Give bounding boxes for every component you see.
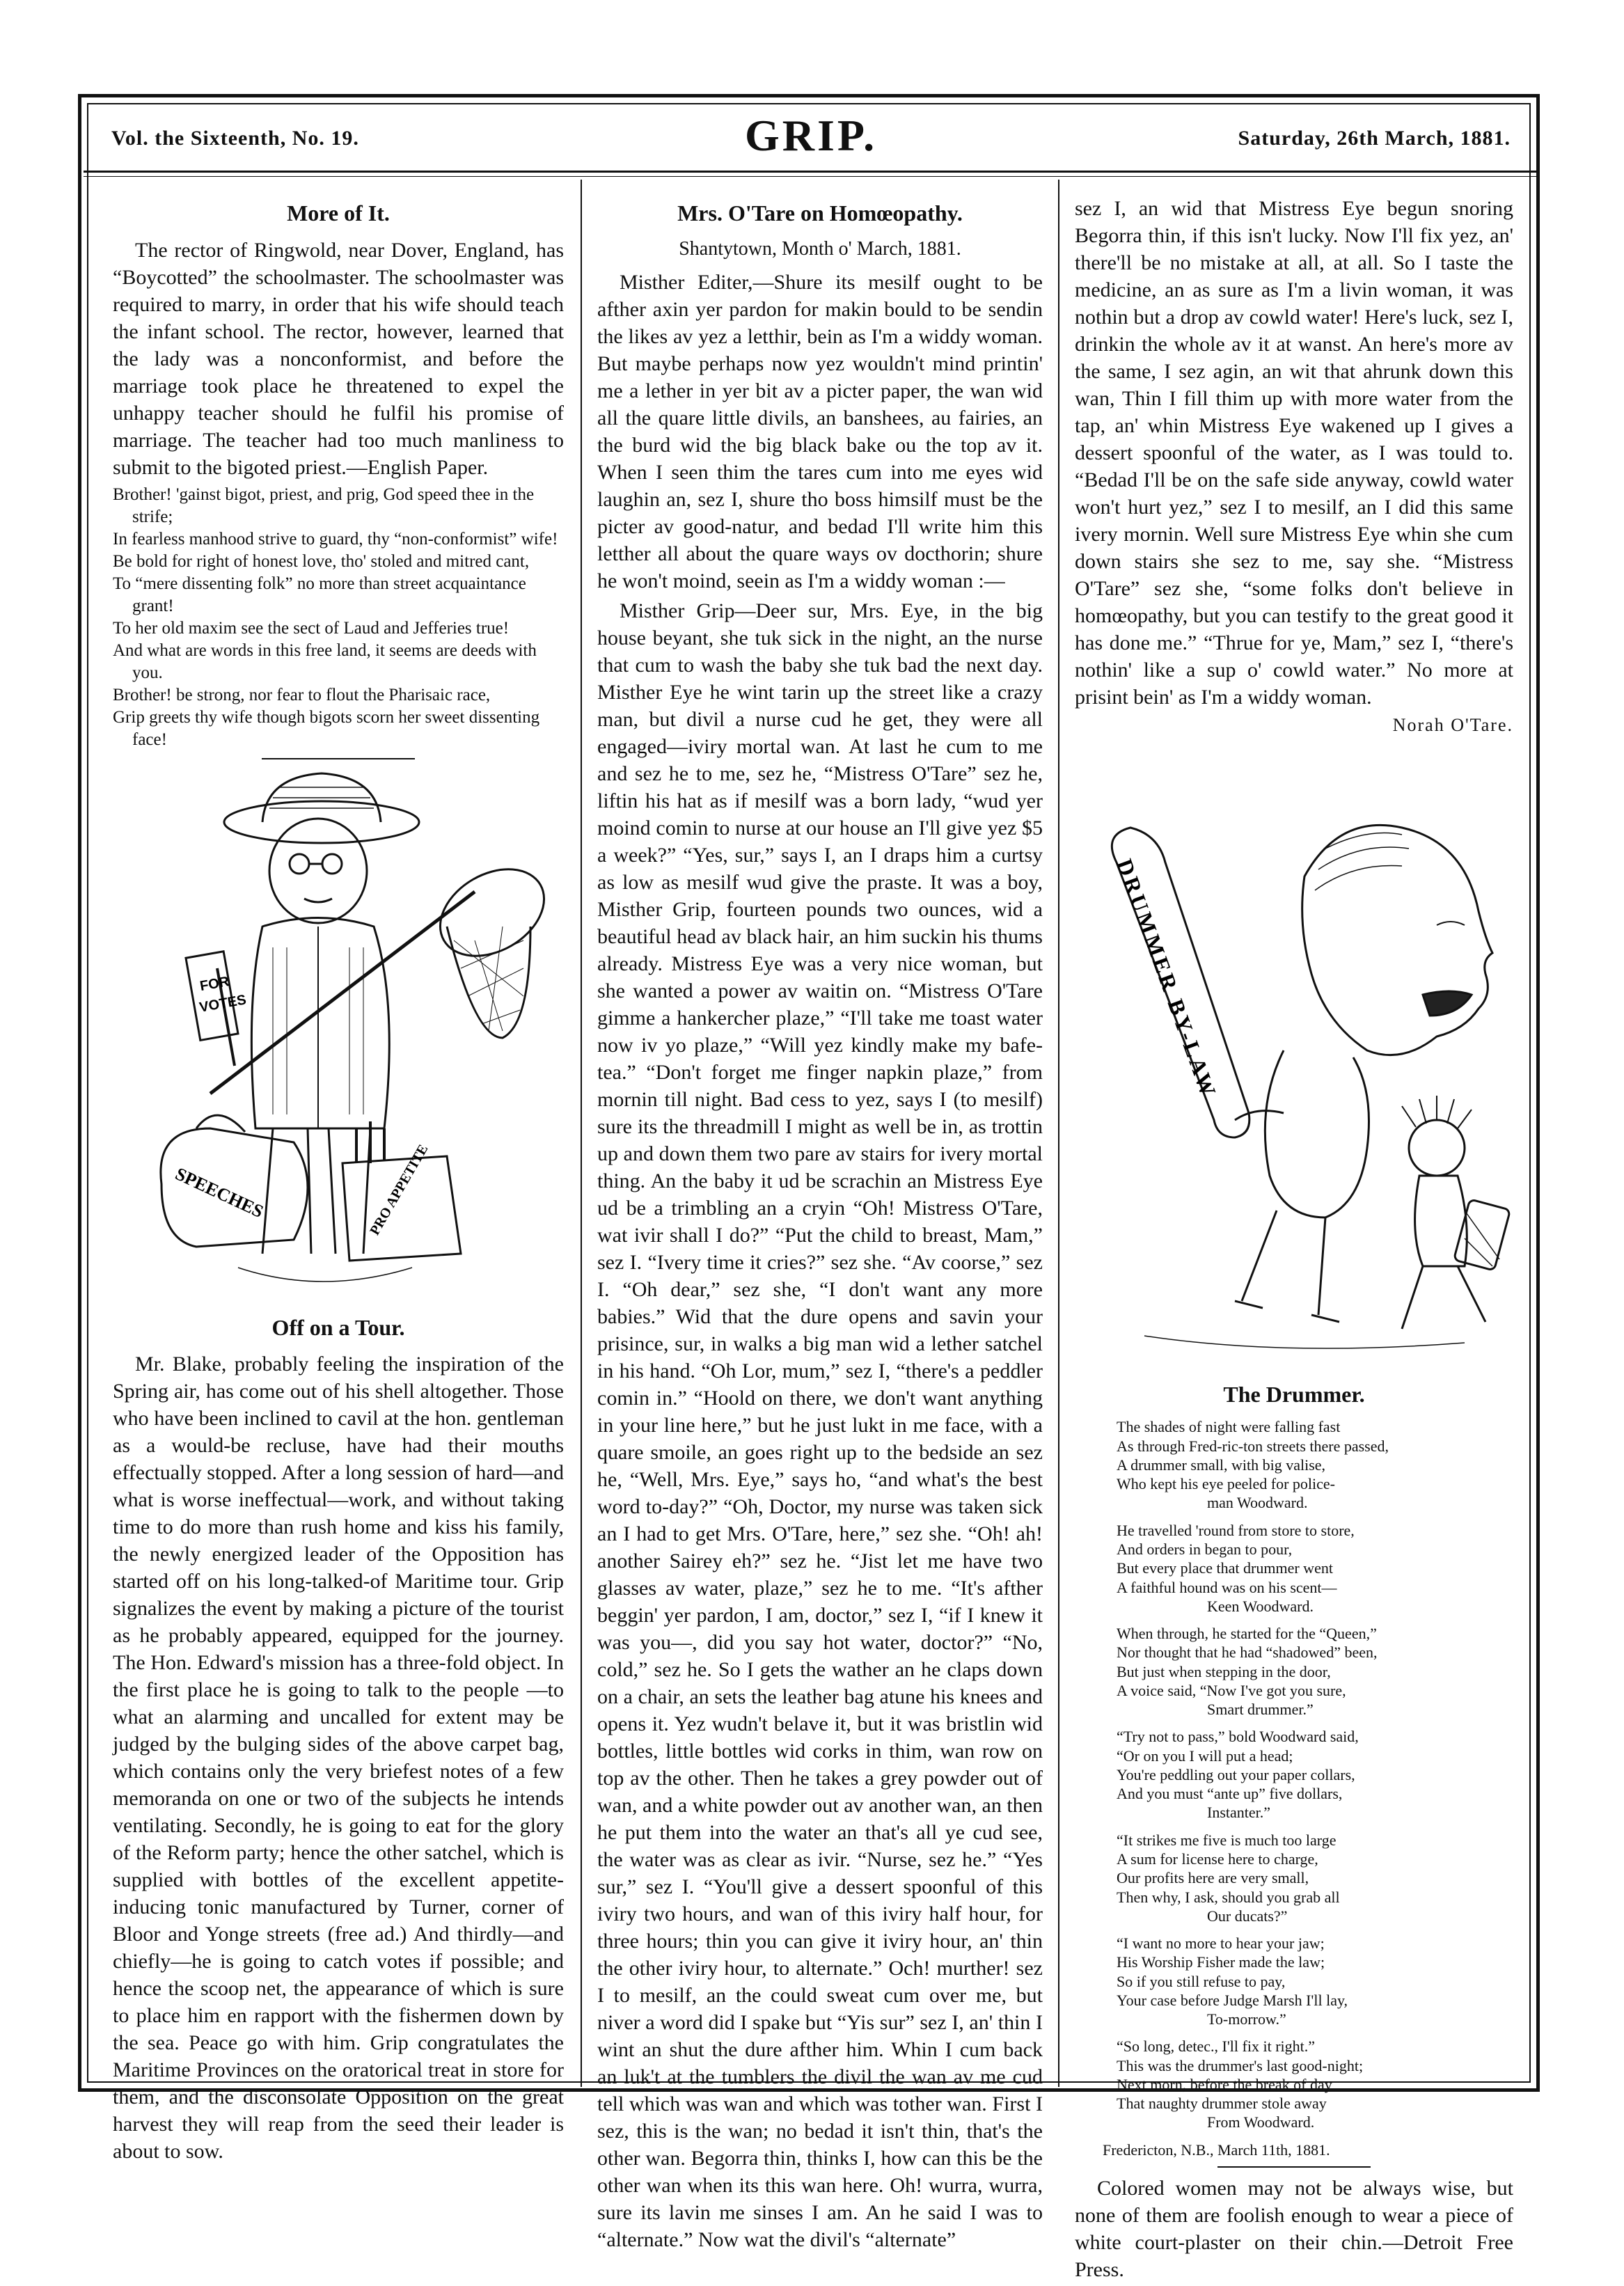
poem-line: Your case before Judge Marsh I'll lay,: [1117, 1991, 1348, 2009]
poem-line: And what are words in this free land, it seems are deeds with you.: [113, 640, 537, 682]
arms: [1235, 1110, 1284, 1119]
hat-brim: [224, 801, 419, 843]
poem-line: That naughty drummer stole away: [1117, 2095, 1327, 2113]
poem-line: Our ducats?”: [1207, 1907, 1288, 1925]
poem-line: The shades of night were falling fast: [1117, 1418, 1341, 1436]
poem-line: But just when stepping in the door,: [1117, 1662, 1331, 1680]
coat: [251, 917, 389, 1128]
sign-label-votes: VOTES: [198, 991, 248, 1016]
separator: [1217, 2166, 1371, 2168]
poem-stanza: [1117, 1934, 1513, 2028]
poem-line: To “mere dissenting folk” no more than street acquaintance grant!: [113, 574, 526, 615]
article-body-more-of-it: The rector of Ringwold, near Dover, England, has “Boycotted” the schoolmaster. The schoolmaster was required to marry, in order that his wife should teach the infant school. The rector, however, learned that the lady was a nonconformist, and before the marriage took place he threatened to expel the unhappy teacher should he fulfil his promise of marriage. The teacher had too much manliness to submit to the bigoted priest.—English Paper.: [113, 238, 564, 479]
spectacles-right: [322, 854, 342, 874]
poem-line: A sum for license here to charge,: [1117, 1850, 1318, 1868]
poem-stanza: [1117, 1624, 1513, 1719]
cartoon-blake-tour: [113, 766, 564, 1309]
poem-stanza: [1117, 1727, 1513, 1822]
newspaper-title: GRIP.: [744, 111, 878, 160]
poem-line: “It strikes me five is much too large: [1117, 1831, 1337, 1849]
poem-line: So if you still refuse to pay,: [1117, 1972, 1286, 1990]
poem-line: Grip greets thy wife though bigots scorn her sweet dissenting face!: [113, 707, 540, 749]
drummer-legs: [1402, 1266, 1485, 1329]
poem-drummer: [1103, 1417, 1513, 2159]
poem-line: A faithful hound was on his scent—: [1117, 1578, 1337, 1596]
poem-line: From Woodward.: [1207, 2113, 1315, 2131]
sign-label-for: FOR: [198, 973, 230, 994]
poem-line: As through Fred-ric-ton streets there passed,: [1117, 1437, 1389, 1455]
poem-stanza: [1117, 2037, 1513, 2131]
poem-line: To-morrow.”: [1207, 2010, 1286, 2028]
article-title-mrs-otare: Mrs. O'Tare on Homœopathy.: [677, 200, 963, 226]
article-body-off-on-a-tour: Mr. Blake, probably feeling the inspiration of the Spring air, has come out of his shell altogether. Those who have been inclined to cavil at the hon. gentleman as a would-be recluse, have had their mouths effectually stopped. After a long session of hard—and what is worse ineffectual—work, and without taking time to do more than rush home and kiss his family, the newly energized leader of the Opposition has started off on his long-talked-of Maritime tour. Grip signalizes the event by making a picture of the tourist as he probably appeared, equipped for the journey. The Hon. Edward's mission has a three-fold object. In the first place he is going to talk to the people —to what an alarming and uncalled for extent may be judged by the bulging sides of the above carpet bag, which contains only the very briefest notes of a few memoranda on one or two of the subjects he intends ventilating. Secondly, he is going to eat for the glory of the Reform party; hence the other satchel, which is supplied with bottles of the excellent appetite-inducing tonic manufactured by Turner, corner of Bloor and Yonge streets (free ad.) And thirdly—and chiefly—he is going to catch votes if possible; and hence the scoop net, the appearance of which is sure to place him en rapport with the fishermen down by the sea. Peace go with him. Grip congratulates the Maritime Provinces on the oratorical treat in store for them, and the disconsolate Opposition on the great harvest they will reap from the seed their leader is about to sow.: [113, 1353, 564, 2163]
head: [269, 819, 367, 923]
poem-line: Smart drummer.”: [1207, 1701, 1314, 1719]
poem-brother: [113, 484, 564, 751]
article-signature: Norah O'Tare.: [1392, 715, 1513, 735]
poem-stanza: [1117, 1831, 1513, 1925]
poem-line: Next morn, before the break of day: [1117, 2075, 1332, 2093]
carpet-bag-speeches: [161, 1128, 308, 1247]
poem-line: But every place that drummer went: [1117, 1559, 1333, 1577]
magistrate-body: [1265, 1050, 1369, 1217]
poem-line: “So long, detec., I'll fix it right.”: [1117, 2037, 1316, 2056]
poem-line: And you must “ante up” five dollars,: [1117, 1785, 1343, 1803]
masthead-rule: [84, 171, 1540, 173]
bag-label: SPEECHES: [172, 1163, 267, 1222]
poem-line: To her old maxim see the sect of Laud and Jefferies true!: [113, 618, 510, 638]
article-title-more-of-it: More of It.: [287, 200, 390, 226]
poem-line: In fearless manhood strive to guard, thy “non-conformist” wife!: [113, 529, 558, 549]
poem-line: Keen Woodward.: [1207, 1597, 1314, 1615]
poem-dateline: Fredericton, N.B., March 11th, 1881.: [1103, 2141, 1330, 2159]
poem-line: man Woodward.: [1207, 1494, 1308, 1512]
club-label: DRUMMER BY-LAW: [1112, 855, 1222, 1102]
legs: [262, 1128, 370, 1254]
spectacles-left: [290, 854, 309, 874]
moustache: [1423, 991, 1472, 1016]
column-rule-2: [1058, 180, 1059, 2087]
poem-line: You're peddling out your paper collars,: [1117, 1765, 1355, 1783]
satchel-label: PRO APPETITE: [367, 1142, 432, 1238]
poem-line: Instanter.”: [1207, 1804, 1271, 1822]
poem-line: And orders in began to pour,: [1117, 1540, 1293, 1558]
column-3: [1075, 195, 1513, 2286]
article-paragraph: Misther Grip—Deer sur, Mrs. Eye, in the big house beyant, she tuk sick in the night, an the nurse that cum to wash the baby she tuk bad the next day. Misther Eye he wint tarin up the street like a crazy man, but divil a nurse cud he get, they were all engaged—iviry mortal wan. At last he cum to me and sez he to me, sez he, “Mistress O'Tare” sez he, liftin his hat as if mesilf was a born lady, “wud yer moind comin to nurse at our house an I'll give yez $5 a week?” “Yes, sur,” says I, an I draps him a curtsy as low as mesilf wud give the praste. It was a boy, Misther Grip, fourteen pounds two ounces, wid a beautiful head av black hair, an him suckin his thums already. Mistress Eye was a very nice woman, but she wanted a power av waitin on. “Mistress O'Tare gimme a hankercher plaze,” “I'll take me toast water now iv yo plaze,” “Will yez kindly make my bafe-tea.” “Don't forget me finger napkin plaze,” from mornin till night. Bad cess to yez, says I (to mesilf) sure its the threadmill I might as well be in, as trottin up and down them two pare av stairs for ivery mortal thing. An the baby it ud be scrachin an Mistress Eye ud be a trimbling an a cryin “Oh! Mistress O'Tare, wat ivir shall I do?” “Put the child to breast, Mam,” sez I. “Ivery time it cries?” sez she. “Av coorse,” sez I. “Oh dear,” sez she, “I don't want any more babies.” Wid that the dure opens and savin your prisince, sur, in walks a big man wid a lether satchel in his hand. “Oh Lor, mum,” sez I, “there's a peddler comin in.” “Hoold on there, we don't want anything in your line here,” but he just lukt in me face, with a quare smoile, an goes right up to the bedside an sez he, “Well, Mrs. Eye,” says ho, “and what's the best word to-day?” “Oh, Doctor, my nurse was taken sick an I had to get Mrs. O'Tare, here,” sez she. “Oh! ah! another Sairey eh?” sez he. “Jist let me have two glasses av water, plaze,” sez he to me. “It's afther beggin' yer pardon, I am, doctor,” sez I, “if I knew it was you—, did you say hot water, doctor?” “No, cold,” sez he. So I gets the wather an he claps down on a chair, an sets the leather bag atune his knees and opens it. Yez wudn't belave it, but it was bristlin wid bottles, little bottles wid corks in thim, wan row on top av the other. Then he takes a grey powder out of wan, and a white powder out av another wan, an then he put them into the water an that's all ye cud see, the water was as clear as ivir. “Nurse, sez he.” “Yes sur,” sez I. “You'll give a dessert spoonful of this iviry two hours, and wan of this iviry half hour, for three hours; thin you can give it iviry hour, an' thin the other iviry hour, to alternate.” Och! murther! sez I to mesilf, an the could sweat cum over me, but niver a word did I spake but “Yis sur” sez I, an' thin I wint an shut the dure afther him. Whin I cum back an luk't at the tumblers the divil the wan av me cud tell which was wan and which was tother wan. First I sez, this is the wan; no bedad it isn't thin, that's the other wan. Begorra thin, thinks I, how can this be the other wan when its this wan here. Oh! wurra, wurra, sure its lavin me sinses I am. An he said I was to “alternate.” Now wat the divil's “alternate”: [597, 599, 1043, 2251]
cartoon-drummer: [1075, 786, 1513, 1371]
poem-stanza: [1117, 1417, 1513, 1512]
poem-stanza: [1117, 1521, 1513, 1616]
poem-line: A voice said, “Now I've got you sure,: [1117, 1681, 1346, 1699]
drummer-head: [1409, 1120, 1465, 1176]
masthead-rule-thin: [84, 176, 1540, 177]
magistrate-legs: [1235, 1211, 1339, 1322]
masthead: [84, 104, 1538, 167]
issue-date: Saturday, 26th March, 1881.: [1238, 127, 1511, 150]
poem-line: Nor thought that he had “shadowed” been,: [1117, 1643, 1378, 1662]
poem-line: His Worship Fisher made the law;: [1117, 1953, 1325, 1971]
separator: [262, 758, 415, 759]
poem-line: Our profits here are very small,: [1117, 1869, 1309, 1887]
poem-line: “Try not to pass,” bold Woodward said,: [1117, 1728, 1359, 1746]
drummer-body: [1415, 1176, 1467, 1266]
poem-line: Who kept his eye peeled for police-: [1117, 1475, 1335, 1493]
column-rule-1: [581, 180, 582, 2087]
poem-line: Be bold for right of honest love, tho' stoled and mitred cant,: [113, 551, 530, 571]
article-paragraph-continued: sez I, an wid that Mistress Eye begun snoring Begorra thin, if this isn't lucky. Now I'll fix yez, an' there'll be no mistake at all, at all. So I taste the medicine, an as sure as I'm a livin woman, it was nothin but a drop av cowld water! Here's luck, sez I, drinkin the whole av it at wanst. An here's more av the same, I sez agin, an wit that ahrunk down this wan, Thin I fill thim up with more water from the tap, an' whin Mistress Eye wakened up I gives a dessert spoonful of the water, as I was tould to. “Bedad I'll be on the safe side anyway, cowld water won't hurt yez,” sez I to mesilf, an I did this same ivery mornin. Well sure Mistress Eye whin she cum down stairs she sez to me, say she. “Mistress O'Tare” sez she, “some folks don't believe in homœopathy, but you can testify to the great good it has done me.” “Thrue for ye, Mam,” sez I, “there's nothin' like a sup o' cowld water.” No more at prisint bein' as I'm a widdy woman.: [1075, 197, 1513, 709]
poem-title-drummer: The Drummer.: [1223, 1381, 1365, 1407]
column-1: [113, 195, 564, 2168]
article-title-off-on-a-tour: Off on a Tour.: [271, 1314, 405, 1340]
poem-line: Brother! be strong, nor fear to flout the Pharisaic race,: [113, 685, 491, 704]
volume-number: Vol. the Sixteenth, No. 19.: [111, 127, 359, 150]
closing-paragraph: Colored women may not be always wise, but none of them are foolish enough to wear a piece of white court-plaster on their chin.—Detroit Free Press.: [1075, 2176, 1513, 2281]
magistrate-head: [1302, 825, 1492, 1055]
article-paragraph: Misther Editer,—Shure its mesilf ought to be afther axin yer pardon for makin bould to be sendin the likes av yez a letthir, bein as I'm a widdy woman. But maybe perhaps now yez wouldn't mind printin' me a lether in yer bit av a picter paper, the wan wid all the quare little divils, an banshees, au fairies, an the burd wid the big black bake ou the top av it. When I seen thim the tares cum into me eyes wid laughin an, sez I, shure tho boss himsilf must be the picter av good-natur, and bedad I'll write him this letther all about the quare ways ov docthorin; shure he won't moind, seein as I'm a widdy woman :—: [597, 270, 1043, 592]
poem-line: This was the drummer's last good-night;: [1117, 2056, 1364, 2074]
poem-line: Brother! 'gainst bigot, priest, and prig, God speed thee in the strife;: [113, 484, 535, 526]
poem-line: “Or on you I will put a head;: [1117, 1747, 1293, 1765]
poem-line: Then why, I ask, should you grab all: [1117, 1888, 1340, 1906]
column-2: [597, 195, 1043, 2256]
net-pole: [210, 892, 475, 1094]
article-dateline: Shantytown, Month o' March, 1881.: [679, 237, 961, 260]
poem-line: A drummer small, with big valise,: [1117, 1456, 1326, 1474]
poem-line: When through, he started for the “Queen,”: [1117, 1625, 1377, 1643]
poem-line: He travelled 'round from store to store,: [1117, 1521, 1355, 1539]
poem-line: “I want no more to hear your jaw;: [1117, 1934, 1325, 1953]
